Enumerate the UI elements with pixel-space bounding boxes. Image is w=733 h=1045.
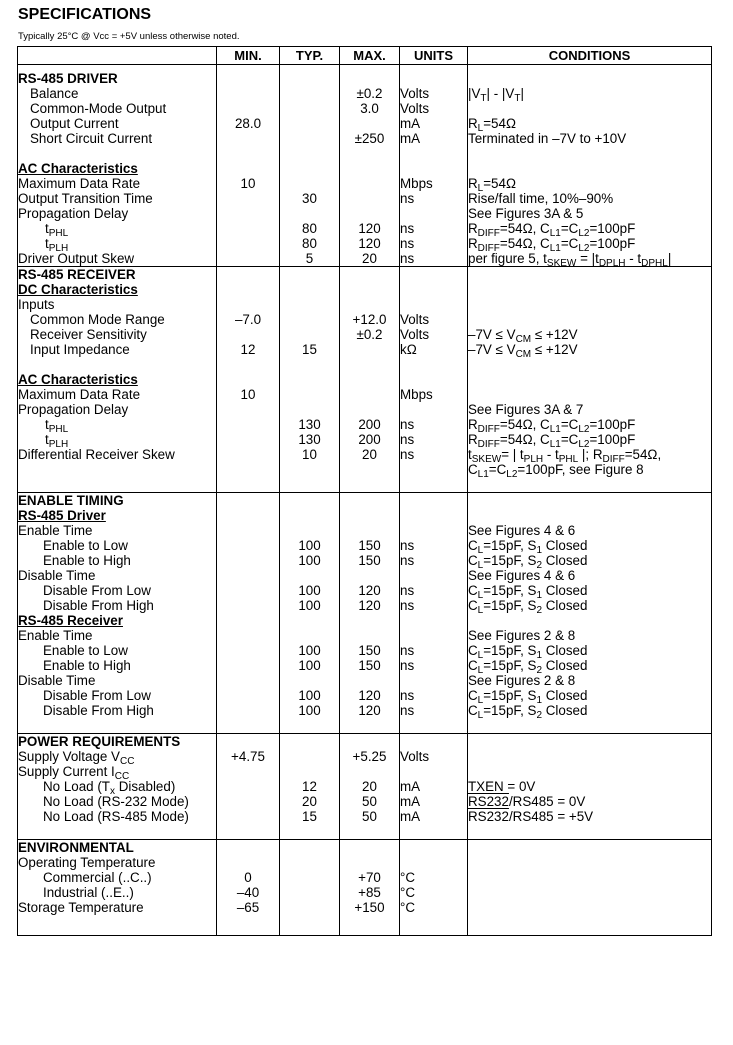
table-row [18, 734, 712, 750]
condition-text: See Figures 4 & 6 [468, 523, 712, 538]
row-label: Maximum Data Rate [18, 387, 217, 402]
condition-text: $C_L=15pF$, $S_2$ Closed [468, 553, 712, 568]
units-value: Volts [400, 86, 468, 101]
row-label: Driver Output Skew [18, 251, 217, 267]
typ-value: 10 [280, 447, 340, 462]
condition-text: $C_L=15pF$, $S_1$ Closed [468, 538, 712, 553]
max-value: 120 [340, 703, 400, 718]
units-value: Volts [400, 101, 468, 116]
condition-text: TXEN = 0V [468, 779, 712, 794]
condition-text: $C_{L1}=C_{L2}=100pF$, see Figure 8 [468, 462, 712, 477]
max-value: 200 [340, 432, 400, 447]
units-value: mA [400, 131, 468, 146]
row-label: Disable Time [18, 568, 217, 583]
condition-text: $R_L=54\Omega$ [468, 116, 712, 131]
max-value: 120 [340, 221, 400, 236]
table-row [18, 342, 712, 357]
table-row [18, 432, 712, 447]
condition-text: See Figures 3A & 5 [468, 206, 712, 221]
min-value: 10 [217, 176, 280, 191]
header-param [18, 47, 217, 65]
min-value: –7.0 [217, 312, 280, 327]
table-row [18, 161, 712, 176]
max-value: +70 [340, 870, 400, 885]
table-row [18, 643, 712, 658]
typ-value: 12 [280, 779, 340, 794]
typ-value: 100 [280, 598, 340, 613]
units-value: mA [400, 809, 468, 824]
min-value: –65 [217, 900, 280, 915]
condition-text: $C_L=15pF$, $S_1$ Closed [468, 583, 712, 598]
table-row [18, 900, 712, 915]
min-value: 28.0 [217, 116, 280, 131]
units-value: °C [400, 900, 468, 915]
typ-value: 100 [280, 583, 340, 598]
overbar-signal: RS232 [468, 809, 509, 824]
min-value: –40 [217, 885, 280, 900]
units-value: ns [400, 643, 468, 658]
typ-value: 80 [280, 221, 340, 236]
page-subtitle: Typically 25°C @ Vcc = +5V unless otherwise noted. [18, 31, 240, 42]
max-value: 120 [340, 583, 400, 598]
row-label: Enable to Low [43, 643, 128, 658]
condition-text: $C_L=15pF$, $S_2$ Closed [468, 598, 712, 613]
units-value: ns [400, 221, 468, 236]
units-value: °C [400, 870, 468, 885]
section-heading: ENABLE TIMING [18, 493, 217, 509]
table-row [18, 191, 712, 206]
row-label: Industrial (..E..) [43, 885, 134, 900]
table-row [18, 65, 712, 87]
row-label: No Load (RS-232 Mode) [43, 794, 189, 809]
table-row [18, 855, 712, 870]
subsection-heading: AC Characteristics [18, 161, 217, 176]
subsection-heading: RS-485 Receiver [18, 613, 217, 628]
row-label: Commercial (..C..) [43, 870, 152, 885]
table-row [18, 312, 712, 327]
table-row [18, 297, 712, 312]
units-value: mA [400, 779, 468, 794]
max-value: 20 [340, 779, 400, 794]
table-row [18, 688, 712, 703]
max-value: ±250 [340, 131, 400, 146]
units-value: ns [400, 432, 468, 447]
condition-text: $R_{DIFF}=54\Omega$, $C_{L1}=C_{L2}=100pF$ [468, 236, 712, 251]
row-label: $t_{PLH}$ [45, 236, 69, 254]
units-value: Volts [400, 749, 468, 764]
units-value: ns [400, 688, 468, 703]
table-row [18, 749, 712, 764]
max-value: ±0.2 [340, 327, 400, 342]
typ-value: 100 [280, 658, 340, 673]
row-label: Differential Receiver Skew [18, 447, 217, 462]
units-value: ns [400, 583, 468, 598]
subsection-heading: RS-485 Driver [18, 508, 217, 523]
max-value: 50 [340, 809, 400, 824]
table-row [18, 523, 712, 538]
row-label: Input Impedance [30, 342, 130, 357]
typ-value: 15 [280, 342, 340, 357]
table-row [18, 538, 712, 553]
page-title: SPECIFICATIONS [18, 6, 152, 23]
units-value: ns [400, 251, 468, 267]
units-value: Volts [400, 327, 468, 342]
condition-text: per figure 5, $t_{SKEW} = |t_{DPLH} - t_{DPHL}|$ [468, 251, 712, 267]
row-label: Disable From High [43, 598, 154, 613]
units-value: ns [400, 658, 468, 673]
row-label: $t_{PHL}$ [45, 221, 69, 239]
condition-text: $R_{DIFF}=54\Omega$, $C_{L1}=C_{L2}=100pF$ [468, 221, 712, 236]
table-row [18, 447, 712, 462]
table-row [18, 568, 712, 583]
max-value: 200 [340, 417, 400, 432]
max-value: +85 [340, 885, 400, 900]
units-value: Volts [400, 312, 468, 327]
condition-text: Terminated in –7V to +10V [468, 131, 712, 146]
units-value: mA [400, 794, 468, 809]
condition-text: $C_L=15pF$, $S_1$ Closed [468, 643, 712, 658]
header-min: MIN. [217, 47, 280, 65]
table-row [18, 870, 712, 885]
table-row [18, 508, 712, 523]
overbar-signal: RS232 [468, 794, 509, 809]
units-value: ns [400, 538, 468, 553]
header-units: UNITS [400, 47, 468, 65]
condition-text: Rise/fall time, 10%–90% [468, 191, 712, 206]
row-label: Enable Time [18, 523, 217, 538]
table-row [18, 613, 712, 628]
table-row [18, 493, 712, 509]
condition-text: $|V_T| - |V_T|$ [468, 86, 712, 101]
row-label: Supply Voltage $V_{CC}$ [18, 749, 217, 764]
section-heading: ENVIRONMENTAL [18, 840, 217, 856]
row-label: Common-Mode Output [30, 101, 167, 116]
row-label: Output Transition Time [18, 191, 217, 206]
typ-value: 100 [280, 553, 340, 568]
row-label: Propagation Delay [18, 206, 217, 221]
units-value: Mbps [400, 176, 468, 191]
condition-text: See Figures 4 & 6 [468, 568, 712, 583]
row-label: Enable to High [43, 658, 131, 673]
units-value: ns [400, 417, 468, 432]
row-label: Supply Current $I_{CC}$ [18, 764, 217, 779]
row-label: Common Mode Range [30, 312, 165, 327]
max-value: +12.0 [340, 312, 400, 327]
table-row [18, 885, 712, 900]
table-row [18, 236, 712, 251]
units-value: ns [400, 598, 468, 613]
row-label: Disable From High [43, 703, 154, 718]
typ-value: 130 [280, 417, 340, 432]
row-label: No Load (RS-485 Mode) [43, 809, 189, 824]
units-value: ns [400, 553, 468, 568]
table-row [18, 462, 712, 477]
typ-value: 30 [280, 191, 340, 206]
units-value: kΩ [400, 342, 468, 357]
row-label: Maximum Data Rate [18, 176, 217, 191]
header-conditions: CONDITIONS [468, 47, 712, 65]
subsection-heading: DC Characteristics [18, 282, 217, 297]
typ-value: 100 [280, 643, 340, 658]
max-value: 150 [340, 553, 400, 568]
min-value: 0 [217, 870, 280, 885]
max-value: 150 [340, 538, 400, 553]
row-label: Disable From Low [43, 583, 151, 598]
condition-text: $R_{DIFF}=54\Omega$, $C_{L1}=C_{L2}=100pF$ [468, 432, 712, 447]
units-value: ns [400, 236, 468, 251]
row-label: Propagation Delay [18, 402, 217, 417]
table-row [18, 327, 712, 342]
header-typ: TYP. [280, 47, 340, 65]
units-value: ns [400, 447, 468, 462]
subsection-heading: AC Characteristics [18, 372, 217, 387]
row-label: $t_{PHL}$ [45, 417, 69, 435]
typ-value: 20 [280, 794, 340, 809]
table-row [18, 131, 712, 146]
table-row [18, 583, 712, 598]
header-max: MAX. [340, 47, 400, 65]
header-row [18, 47, 712, 65]
max-value: 120 [340, 688, 400, 703]
table-row [18, 658, 712, 673]
max-value: +5.25 [340, 749, 400, 764]
table-row [18, 703, 712, 718]
condition-text: RS232/RS485 = 0V [468, 794, 712, 809]
typ-value: 100 [280, 703, 340, 718]
table-row [18, 251, 712, 267]
condition-text: $R_{DIFF}=54\Omega$, $C_{L1}=C_{L2}=100pF$ [468, 417, 712, 432]
table-row [18, 116, 712, 131]
condition-text: $-7V \le V_{CM} \le +12V$ [468, 342, 712, 357]
max-value: 150 [340, 643, 400, 658]
row-label: Receiver Sensitivity [30, 327, 147, 342]
max-value: 20 [340, 251, 400, 267]
table-row [18, 673, 712, 688]
min-value: 10 [217, 387, 280, 402]
table-row [18, 221, 712, 236]
table-row [18, 387, 712, 402]
condition-text: $t_{SKEW}=$ | $t_{PLH} - t_{PHL}$ |; $R_{DIFF}=54\Omega$, [468, 447, 712, 462]
table-row [18, 176, 712, 191]
table-row [18, 598, 712, 613]
row-label: Short Circuit Current [30, 131, 153, 146]
row-label: Inputs [18, 297, 217, 312]
typ-value: 80 [280, 236, 340, 251]
units-value: Mbps [400, 387, 468, 402]
section-heading: RS-485 RECEIVER [18, 267, 217, 283]
typ-value: 100 [280, 688, 340, 703]
condition-text: See Figures 2 & 8 [468, 673, 712, 688]
condition-text: RS232/RS485 = +5V [468, 809, 712, 824]
section-heading: POWER REQUIREMENTS [18, 734, 217, 750]
units-value: ns [400, 703, 468, 718]
specifications-table [17, 46, 712, 936]
row-label: No Load ($T_x$ Disabled) [43, 779, 176, 797]
table-row [18, 840, 712, 856]
row-label: Enable to High [43, 553, 131, 568]
row-label: Storage Temperature [18, 900, 217, 915]
typ-value: 100 [280, 538, 340, 553]
min-value: 12 [217, 342, 280, 357]
typ-value: 130 [280, 432, 340, 447]
table-row [18, 417, 712, 432]
typ-value: 15 [280, 809, 340, 824]
row-label: $t_{PLH}$ [45, 432, 69, 450]
row-label: Balance [30, 86, 79, 101]
condition-text: $R_L=54\Omega$ [468, 176, 712, 191]
max-value: 150 [340, 658, 400, 673]
section-heading: RS-485 DRIVER [18, 65, 217, 87]
max-value: 3.0 [340, 101, 400, 116]
table-row [18, 372, 712, 387]
max-value: 50 [340, 794, 400, 809]
condition-text: $C_L=15pF$, $S_2$ Closed [468, 703, 712, 718]
row-label: Disable From Low [43, 688, 151, 703]
table-row [18, 628, 712, 643]
row-label: Operating Temperature [18, 855, 217, 870]
condition-text: See Figures 3A & 7 [468, 402, 712, 417]
condition-text: $C_L=15pF$, $S_2$ Closed [468, 658, 712, 673]
max-value: 20 [340, 447, 400, 462]
table-row [18, 794, 712, 809]
units-value: °C [400, 885, 468, 900]
units-value: mA [400, 116, 468, 131]
table-row [18, 402, 712, 417]
table-row [18, 779, 712, 794]
max-value: 120 [340, 236, 400, 251]
row-label: Disable Time [18, 673, 217, 688]
row-label: Enable to Low [43, 538, 128, 553]
row-label: Output Current [30, 116, 119, 131]
condition-text: $C_L=15pF$, $S_1$ Closed [468, 688, 712, 703]
max-value: ±0.2 [340, 86, 400, 101]
max-value: 120 [340, 598, 400, 613]
table-row [18, 101, 712, 116]
table-row [18, 86, 712, 101]
table-row [18, 553, 712, 568]
condition-text: See Figures 2 & 8 [468, 628, 712, 643]
table-row [18, 282, 712, 297]
condition-text: $-7V \le V_{CM} \le +12V$ [468, 327, 712, 342]
row-label: Enable Time [18, 628, 217, 643]
table-row [18, 764, 712, 779]
max-value: +150 [340, 900, 400, 915]
min-value: +4.75 [217, 749, 280, 764]
typ-value: 5 [280, 251, 340, 267]
units-value: ns [400, 191, 468, 206]
table-row [18, 809, 712, 824]
table-row [18, 206, 712, 221]
